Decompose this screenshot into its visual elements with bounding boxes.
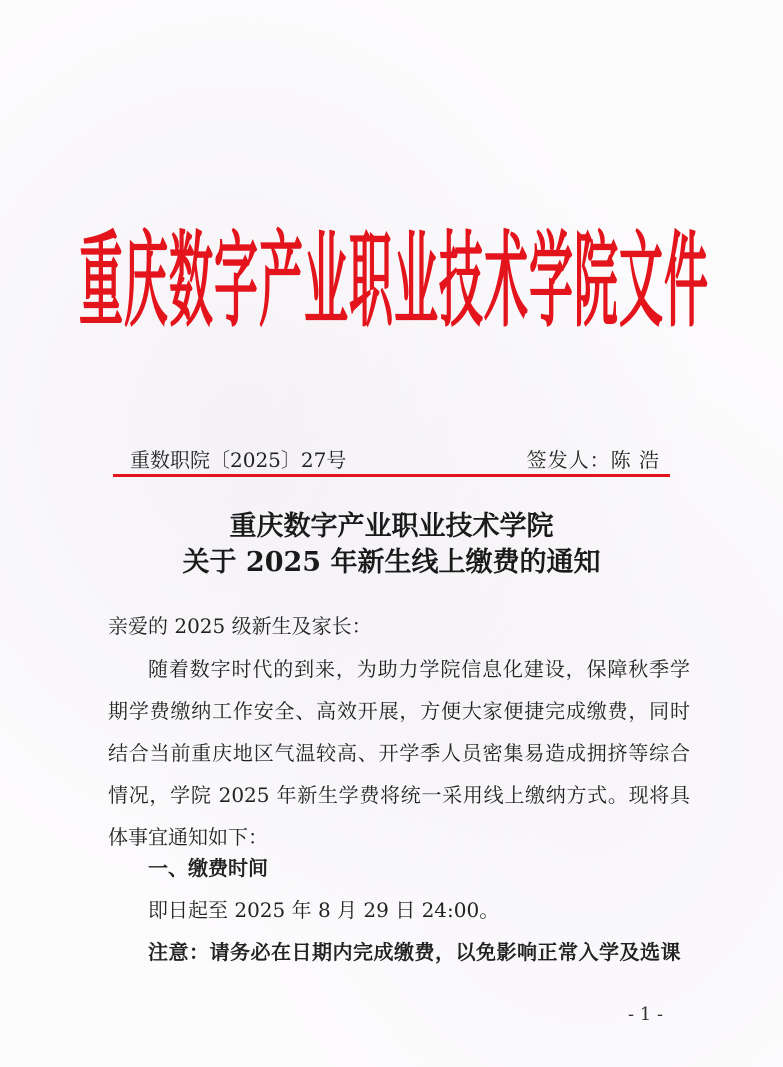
paragraph-line: 期学费缴纳工作安全、高效开展，方便大家便捷完成缴费，同时 bbox=[108, 699, 690, 723]
intro-paragraph bbox=[108, 648, 690, 858]
paragraph-line: 情况，学院 2025 年新生学费将统一采用线上缴纳方式。现将具 bbox=[108, 783, 690, 807]
document-title-line-2: 关于 2025 年新生线上缴费的通知 bbox=[182, 547, 601, 578]
paragraph-line: 体事宜通知如下： bbox=[108, 825, 268, 849]
salutation: 亲爱的 2025 级新生及家长： bbox=[108, 614, 372, 638]
signer: 签发人：陈 浩 bbox=[526, 448, 660, 472]
page-number: - 1 - bbox=[628, 1004, 664, 1025]
paragraph-line: 随着数字时代的到来，为助力学院信息化建设，保障秋季学 bbox=[148, 657, 690, 681]
paragraph-line: 结合当前重庆地区气温较高、开学季人员密集易造成拥挤等综合 bbox=[108, 741, 690, 765]
red-divider-rule bbox=[113, 474, 670, 477]
document-title-line-1: 重庆数字产业职业技术学院 bbox=[229, 511, 554, 542]
document-number: 重数职院〔2025〕27号 bbox=[130, 448, 347, 472]
payment-notice: 注意：请务必在日期内完成缴费，以免影响正常入学及选课 bbox=[148, 940, 681, 964]
masthead-text: 重庆数字产业职业技术学院文件 bbox=[79, 222, 709, 343]
document-masthead bbox=[79, 210, 709, 343]
section-heading-payment-time: 一、缴费时间 bbox=[148, 856, 268, 880]
payment-deadline: 即日起至 2025 年 8 月 29 日 24:00。 bbox=[148, 898, 500, 922]
